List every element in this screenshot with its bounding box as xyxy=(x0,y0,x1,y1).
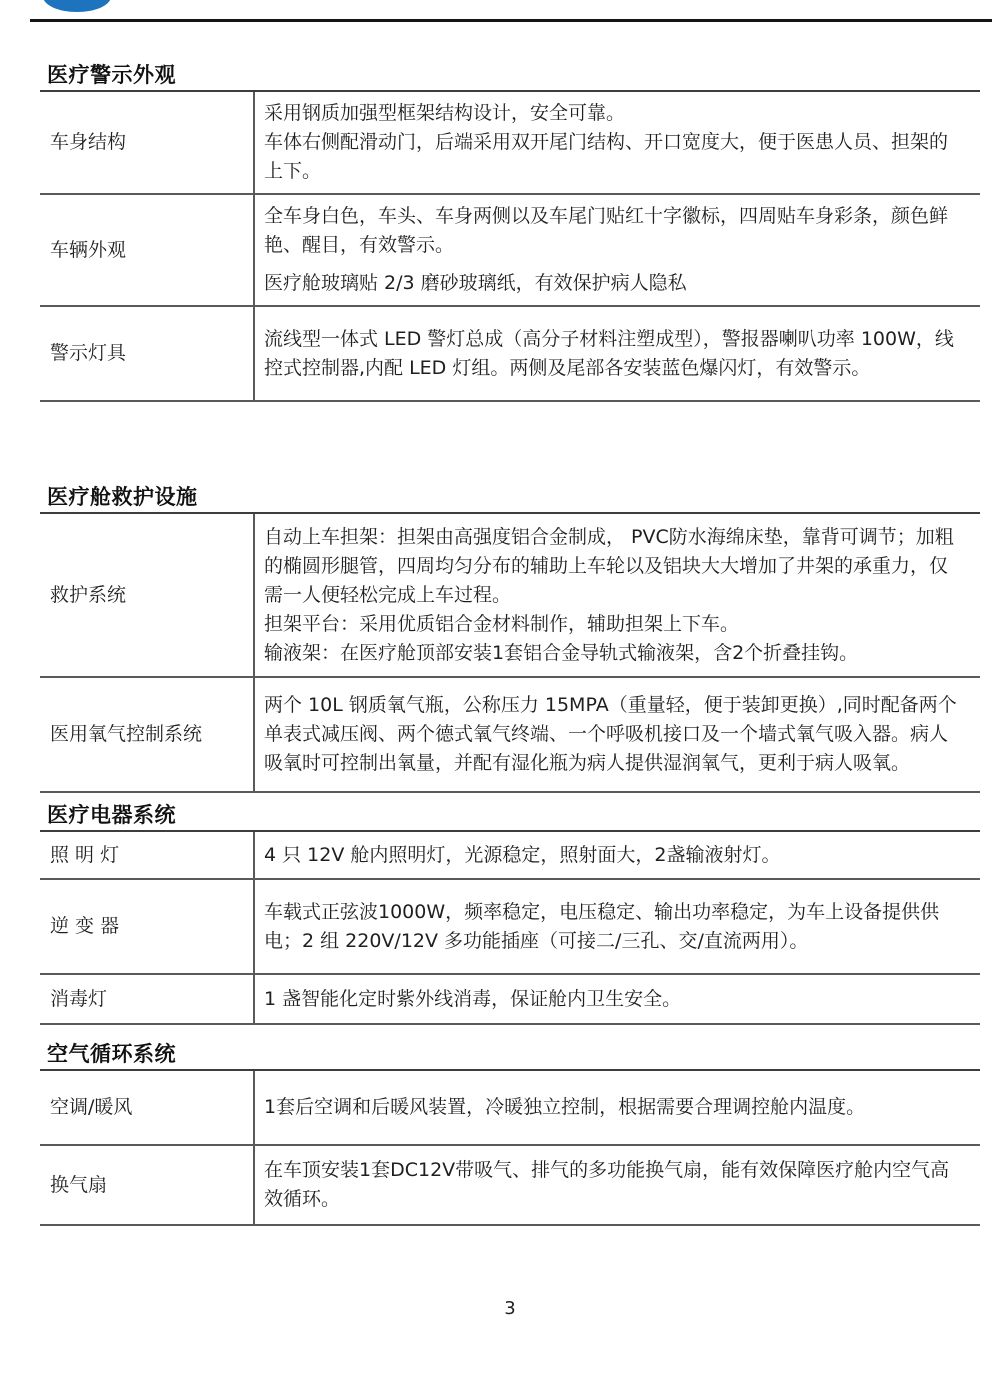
row-content xyxy=(253,678,980,791)
spec-table xyxy=(40,1069,980,1226)
table-row xyxy=(40,1146,980,1226)
row-content xyxy=(253,195,980,305)
row-label: 照 明 灯 xyxy=(50,843,120,866)
table-row xyxy=(40,307,980,402)
section-title: 医疗警示外观 xyxy=(47,63,176,87)
row-label: 消毒灯 xyxy=(50,987,108,1010)
row-content xyxy=(253,832,980,878)
spec-table xyxy=(40,512,980,793)
section-title: 医疗舱救护设施 xyxy=(47,485,198,509)
page-content xyxy=(40,0,980,1319)
table-row xyxy=(40,514,980,678)
row-label: 医用氧气控制系统 xyxy=(50,723,203,745)
content-paragraph: 车载式正弦波1000W，频率稳定，电压稳定、输出功率稳定，为车上设备提供供电；2 组 220V/12V 多功能插座（可接二/三孔、交/直流两用）。 xyxy=(264,900,940,952)
content-paragraph: 在车顶安装1套DC12V带吸气、排气的多功能换气扇，能有效保障医疗舱内空气高效循环。 xyxy=(264,1159,950,1210)
row-content xyxy=(253,307,980,400)
section-title: 医疗电器系统 xyxy=(47,803,176,827)
content-paragraph: 4 只 12V 舱内照明灯，光源稳定，照射面大，2盏输液射灯。 xyxy=(264,843,781,866)
row-content xyxy=(253,514,980,676)
row-content xyxy=(253,880,980,973)
table-row xyxy=(40,975,980,1025)
row-content xyxy=(253,1071,980,1144)
page-number: 3 xyxy=(504,1298,516,1319)
content-paragraph: 全车身白色，车头、车身两侧以及车尾门贴红十字徽标，四周贴车身彩条，颜色鲜艳、醒目，有效警示。 xyxy=(264,205,949,256)
spec-table xyxy=(40,830,980,1025)
table-row xyxy=(40,832,980,880)
row-label: 逆 变 器 xyxy=(50,915,120,937)
table-row xyxy=(40,678,980,793)
content-paragraph: 输液架：在医疗舱顶部安装1套铝合金导轨式输液架，含2个折叠挂钩。 xyxy=(264,641,859,664)
row-label: 换气扇 xyxy=(50,1173,108,1196)
content-paragraph: 采用钢质加强型框架结构设计，安全可靠。 xyxy=(264,102,626,124)
content-paragraph: 1 盏智能化定时紫外线消毒，保证舱内卫生安全。 xyxy=(264,987,682,1010)
section-title: 空气循环系统 xyxy=(47,1042,176,1066)
table-row xyxy=(40,195,980,307)
row-label: 车辆外观 xyxy=(50,238,127,261)
table-row xyxy=(40,92,980,195)
content-paragraph: 担架平台：采用优质铝合金材料制作，辅助担架上下车。 xyxy=(264,612,740,635)
row-content xyxy=(253,92,980,193)
table-row xyxy=(40,1071,980,1146)
content-paragraph: 车体右侧配滑动门，后端采用双开尾门结构、开口宽度大，便于医患人员、担架的上下。 xyxy=(264,131,949,182)
row-label: 警示灯具 xyxy=(50,342,127,364)
row-label: 车身结构 xyxy=(50,131,127,153)
content-paragraph: 流线型一体式 LED 警灯总成（高分子材料注塑成型），警报器喇叭功率 100W，线控式控制器,内配 LED 灯组。两侧及尾部各安装蓝色爆闪灯，有效警示。 xyxy=(264,327,954,379)
row-content xyxy=(253,975,980,1023)
content-paragraph: 1套后空调和后暖风装置，冷暖独立控制，根据需要合理调控舱内温度。 xyxy=(264,1096,866,1118)
row-label: 空调/暖风 xyxy=(50,1096,133,1118)
content-paragraph: 医疗舱玻璃贴 2/3 磨砂玻璃纸，有效保护病人隐私 xyxy=(264,272,687,294)
table-row xyxy=(40,880,980,975)
content-paragraph: 两个 10L 钢质氧气瓶，公称压力 15MPA（重量轻，便于装卸更换）,同时配备两个单表式减压阀、两个德式氧气终端、一个呼吸机接口及一个墙式氧气吸入器。病人吸氧时可控制出氧量，并配有湿化瓶为病人提供湿润氧气，更利于病人吸氧。 xyxy=(264,694,957,774)
row-content xyxy=(253,1146,980,1224)
row-label: 救护系统 xyxy=(50,583,127,606)
content-paragraph: 自动上车担架：担架由高强度铝合金制成， PVC防水海绵床垫，靠背可调节；加粗的椭圆形腿管，四周均匀分布的辅助上车轮以及铝块大大增加了井架的承重力，仅需一人便轻松完成上车过程。 xyxy=(264,525,954,606)
spec-table xyxy=(40,90,980,402)
